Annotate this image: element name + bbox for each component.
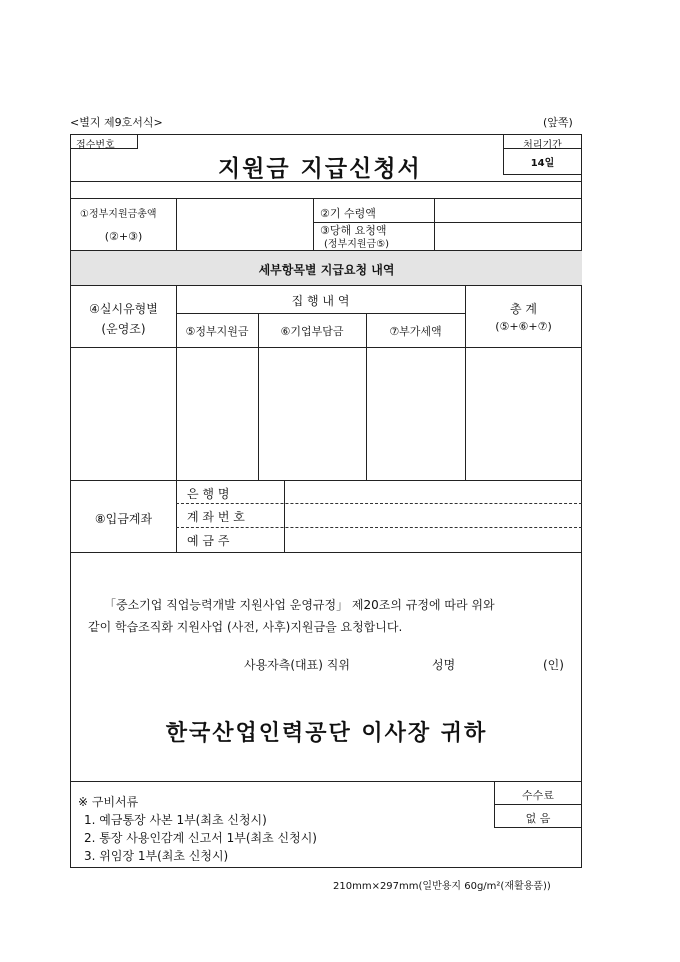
execution-label: 집 행 내 역 [291, 294, 350, 308]
name-label: 성명 [432, 658, 456, 672]
holder-label: 예 금 주 [187, 534, 230, 548]
signer-label: 사용자측(대표) 직위 [244, 658, 350, 672]
form-title: 지원금 지급신청서 [218, 155, 422, 182]
section-title: 세부항목별 지급요청 내역 [258, 263, 395, 277]
fee-box-bottom [494, 827, 582, 828]
holder-field[interactable] [286, 530, 580, 550]
vat-entry-cell[interactable] [367, 348, 464, 479]
already-received-label: ②기 수령액 [320, 207, 376, 220]
current-request-label: ③당해 요청액 [320, 224, 387, 237]
receipt-no-divider [137, 135, 138, 149]
execution-header-line [176, 313, 465, 314]
total-gov-support-formula: (②+③) [104, 230, 143, 243]
title-row-bottom [71, 181, 582, 182]
account-col-1 [176, 480, 177, 552]
fee-label: 수수료 [522, 789, 554, 802]
col-vat: ⑦부가세액 [389, 325, 442, 338]
receipt-no-label: 접수번호 [76, 140, 115, 151]
account-col-2 [284, 480, 285, 552]
statement-line-1: 「중소기업 직업능력개발 지원사업 운영규정」 제20조의 규정에 따라 위와 [104, 598, 495, 612]
amounts-divider-1 [176, 198, 177, 250]
company-burden-entry-cell[interactable] [259, 348, 365, 479]
total-entry-cell[interactable] [466, 348, 581, 479]
attachment-item-1: 1. 예금통장 사본 1부(최초 신청시) [84, 813, 267, 827]
account-row-sep-2 [176, 527, 582, 528]
amounts-divider-3 [434, 198, 435, 250]
bank-name-label: 은 행 명 [187, 487, 230, 501]
section-title-bottom [71, 285, 582, 286]
type-label: ④실시유형별 [89, 302, 158, 316]
addressee: 한국산업인력공단 이사장 귀하 [165, 720, 488, 746]
processing-box-bottom [503, 174, 582, 175]
processing-period-value: 14일 [530, 158, 555, 169]
account-section-top [71, 480, 582, 481]
form-id: <별지 제9호서식> [70, 116, 163, 129]
processing-period-label: 처리기간 [523, 140, 562, 151]
account-no-field[interactable] [286, 506, 580, 526]
total-label: 총 계 [510, 302, 537, 316]
seal-label: (인) [543, 658, 564, 672]
bank-name-field[interactable] [286, 482, 580, 502]
total-gov-support-label: ①정부지원금총액 [80, 209, 157, 220]
attachments-section-top [71, 781, 582, 782]
statement-line-2: 같이 학습조직화 지원사업 (사전, 사후)지원금을 요청합니다. [88, 620, 403, 634]
fee-box-mid [494, 804, 582, 805]
account-no-label: 계 좌 번 호 [187, 510, 245, 524]
statement-section-top [71, 552, 582, 553]
amounts-row-top [71, 198, 582, 199]
gov-support-entry-cell[interactable] [177, 348, 257, 479]
attachments-heading: ※ 구비서류 [78, 795, 139, 809]
col-company-burden: ⑥기업부담금 [280, 325, 344, 338]
col-gov-support: ⑤정부지원금 [185, 325, 249, 338]
page-side: (앞쪽) [543, 116, 573, 129]
amounts-divider-2 [313, 198, 314, 250]
account-row-sep-1 [176, 503, 582, 504]
account-label: ⑧입금계좌 [94, 512, 153, 526]
footer-spec: 210mm×297mm(일반용지 60g/m²(재활용품)) [333, 881, 551, 892]
attachment-item-2: 2. 통장 사용인감계 신고서 1부(최초 신청시) [84, 831, 317, 845]
attachment-item-3: 3. 위임장 1부(최초 신청시) [84, 849, 229, 863]
current-request-sub: (정부지원금⑤) [324, 239, 390, 250]
type-sub: (운영조) [101, 322, 146, 336]
total-formula: (⑤+⑥+⑦) [495, 320, 552, 333]
fee-value: 없 음 [525, 812, 551, 825]
